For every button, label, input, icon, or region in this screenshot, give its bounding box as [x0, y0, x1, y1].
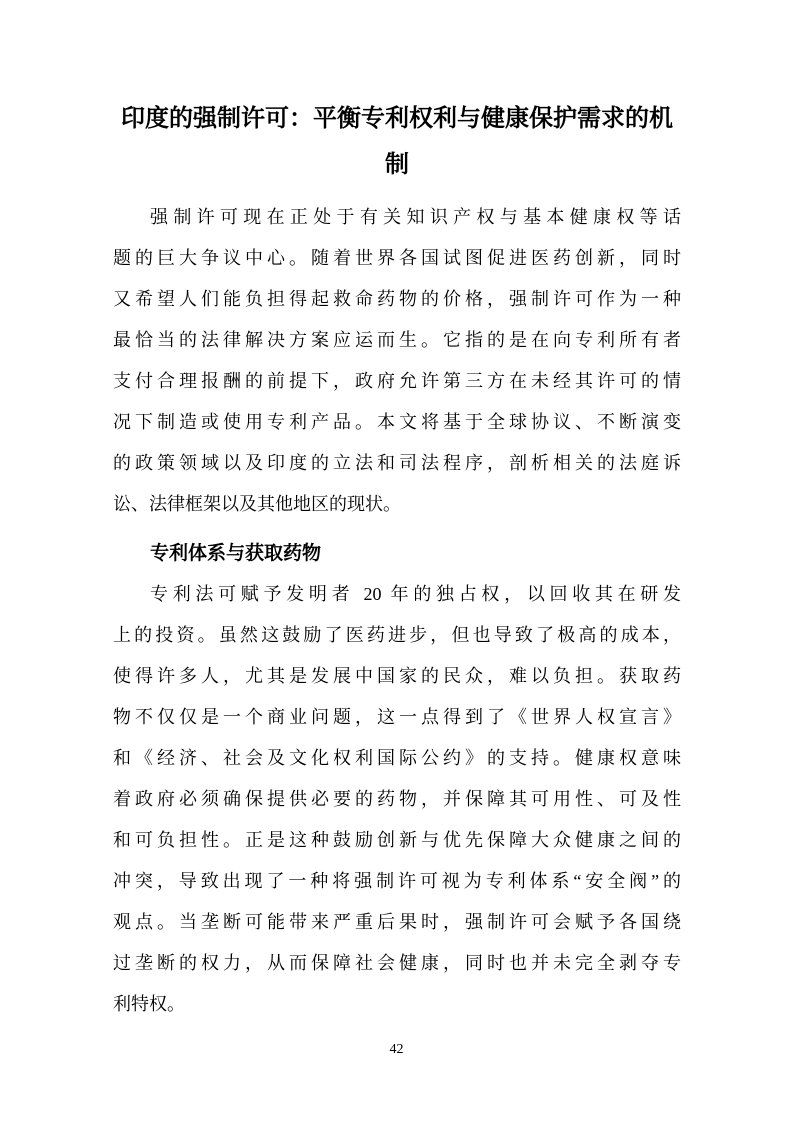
- body-line: 着政府必须确保提供必要的药物，并保障其可用性、可及性: [113, 789, 681, 809]
- body-line: 和《经济、社会及文化权利国际公约》的支持。健康权意味: [113, 748, 681, 768]
- paragraph: [113, 197, 681, 525]
- body-line: 物不仅仅是一个商业问题，这一点得到了《世界人权宣言》: [113, 707, 681, 727]
- body-line: 过垄断的权力，从而保障社会健康，同时也并未完全剥夺专: [113, 953, 681, 973]
- body-line: 况下制造或使用专利产品。本文将基于全球协议、不断演变: [113, 412, 681, 432]
- body-line: 讼、法律框架以及其他地区的现状。: [113, 494, 401, 514]
- body-line: 强制许可现在正处于有关知识产权与基本健康权等话: [150, 207, 681, 227]
- page-number: 42: [389, 1042, 404, 1057]
- body-line: 题的巨大争议中心。随着世界各国试图促进医药创新，同时: [113, 248, 681, 268]
- body-line: 使得许多人，尤其是发展中国家的民众，难以负担。获取药: [113, 666, 681, 686]
- body-line: 支付合理报酬的前提下，政府允许第三方在未经其许可的情: [113, 371, 681, 391]
- document-title: 印度的强制许可：平衡专利权利与健康保护需求的机制: [121, 105, 673, 178]
- text-column: [113, 96, 681, 1025]
- body-line: 专利法可赋予发明者 20 年的独占权，以回收其在研发: [150, 584, 681, 604]
- document-body: [113, 197, 681, 1025]
- body-line: 利特权。: [113, 994, 185, 1014]
- section-heading: 专利体系与获取药物: [150, 543, 322, 564]
- body-line: 冲突，导致出现了一种将强制许可视为专利体系“安全阀”的: [113, 871, 681, 891]
- body-line: 的政策领域以及印度的立法和司法程序，剖析相关的法庭诉: [113, 453, 681, 473]
- body-line: 上的投资。虽然这鼓励了医药进步，但也导致了极高的成本，: [113, 625, 681, 645]
- body-line: 最恰当的法律解决方案应运而生。它指的是在向专利所有者: [113, 330, 681, 350]
- body-line: 观点。当垄断可能带来严重后果时，强制许可会赋予各国绕: [113, 912, 681, 932]
- body-line: 又希望人们能负担得起救命药物的价格，强制许可作为一种: [113, 289, 681, 309]
- paragraph: [113, 574, 681, 1025]
- body-line: 和可负担性。正是这种鼓励创新与优先保障大众健康之间的: [113, 830, 681, 850]
